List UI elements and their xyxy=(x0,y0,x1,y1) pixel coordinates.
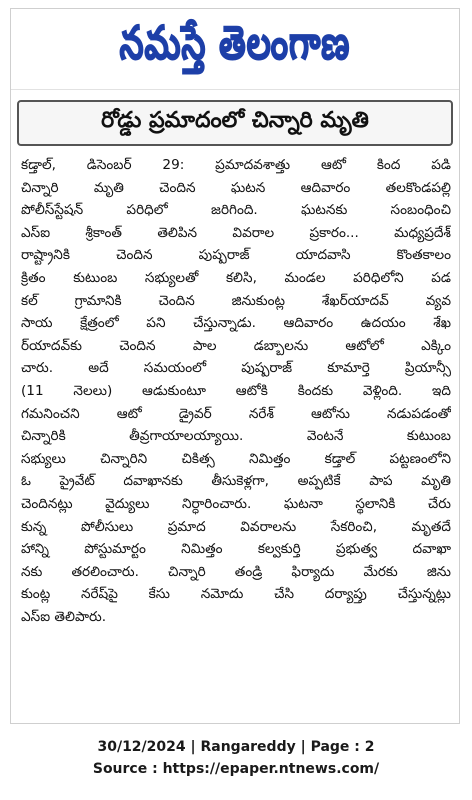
article-line: కడ్తాల్, డిసెంబర్ 29: ప్రమాదవశాత్తు ఆటో కింద పడి xyxy=(21,157,451,173)
article-line: హాన్ని పోస్టుమార్టం నిమిత్తం కల్వకుర్తి ప్రభుత్వ దవాఖా xyxy=(21,541,451,558)
footer-source: Source : https://epaper.ntnews.com/ xyxy=(92,761,380,777)
footer-meta: 30/12/2024 | Rangareddy | Page : 2 xyxy=(97,739,375,755)
article-line: చిన్నారి మృతి చెందిన ఘటన ఆదివారం తలకొండపల్లి xyxy=(21,179,451,196)
article-line: చారు. అదే సమయంలో పుష్పరాజ్ కూమార్తె ప్రియాన్సీ xyxy=(21,360,451,377)
article-line: చిన్నారికి తీవ్రగాయాలయ్యాయి. వెంటనే కుటుంబ xyxy=(21,428,451,445)
article-line: పోలీస్‌స్టేషన్ పరిధిలో జరిగింది. ఘటనకు సంబంధించి xyxy=(21,202,451,219)
article-line: ఓ ప్రైవేట్ దవాఖానకు తీసుకెళ్లగా, అప్పటికే పాప మృతి xyxy=(21,473,451,490)
masthead xyxy=(11,9,459,90)
article-line: కల్ గ్రామానికి చెందిన జినుకుంట్ల శేఖర్‌యాదవ్ వ్యవ xyxy=(21,292,451,309)
article-line: ఎస్ఐ శ్రీకాంత్ తెలిపిన వివరాల ప్రకారం... మధ్యప్రదేశ్ xyxy=(21,224,451,241)
article-headline: రోడ్డు ప్రమాదంలో చిన్నారి మృతి xyxy=(101,108,369,133)
article-line: క్రితం కుటుంబ సభ్యులతో కలిసి, మండల పరిధిలోని పడ xyxy=(21,269,451,286)
headline-box xyxy=(17,100,453,146)
article-line: ఎస్ఐ తెలిపారు. xyxy=(21,608,107,625)
masthead-title: నమస్తే తెలంగాణ xyxy=(119,16,351,71)
article-line: సభ్యులు చిన్నారిని చికిత్స నిమిత్తం కడ్తాల్ పట్టణంలోని xyxy=(21,450,451,467)
article-line: (11 నెలలు) ఆడుకుంటూ ఆటోకి కిందకు వెళ్లింది. ఇది xyxy=(21,382,451,399)
newspaper-clipping xyxy=(10,8,460,724)
article-line: రాష్ట్రానికి చెందిన పుష్పరాజ్ యాదవాసి కొంతకాలం xyxy=(21,247,451,264)
article-body xyxy=(11,154,459,628)
article-line: సాయ క్షేత్రంలో పని చేస్తున్నాడు. ఆదివారం ఉదయం శేఖ xyxy=(21,315,451,332)
article-line: కున్న పోలీసులు ప్రమాద వివరాలను సేకరించి, మృతదే xyxy=(21,518,451,535)
article-line: నకు తరలించారు. చిన్నారి తండ్రి ఫిర్యాదు మేరకు జిను xyxy=(21,563,451,580)
footer xyxy=(0,736,472,780)
article-line: గమనించని ఆటో డ్రైవర్ నరేశ్ ఆటోను నడుపడంతో xyxy=(21,405,451,422)
article-line: కుంట్ల నరేష్‌పై కేసు నమోదు చేసి దర్యాప్తు చేస్తున్నట్లు xyxy=(21,586,451,603)
article-line: చెందినట్లు వైద్యులు నిర్ధారించారు. ఘటనా స్థలానికి చేరు xyxy=(21,495,451,512)
article-line: ర్‌యాదవ్‌కు చెందిన పాల డబ్బాలను ఆటోలో ఎక్కిం xyxy=(21,337,451,354)
